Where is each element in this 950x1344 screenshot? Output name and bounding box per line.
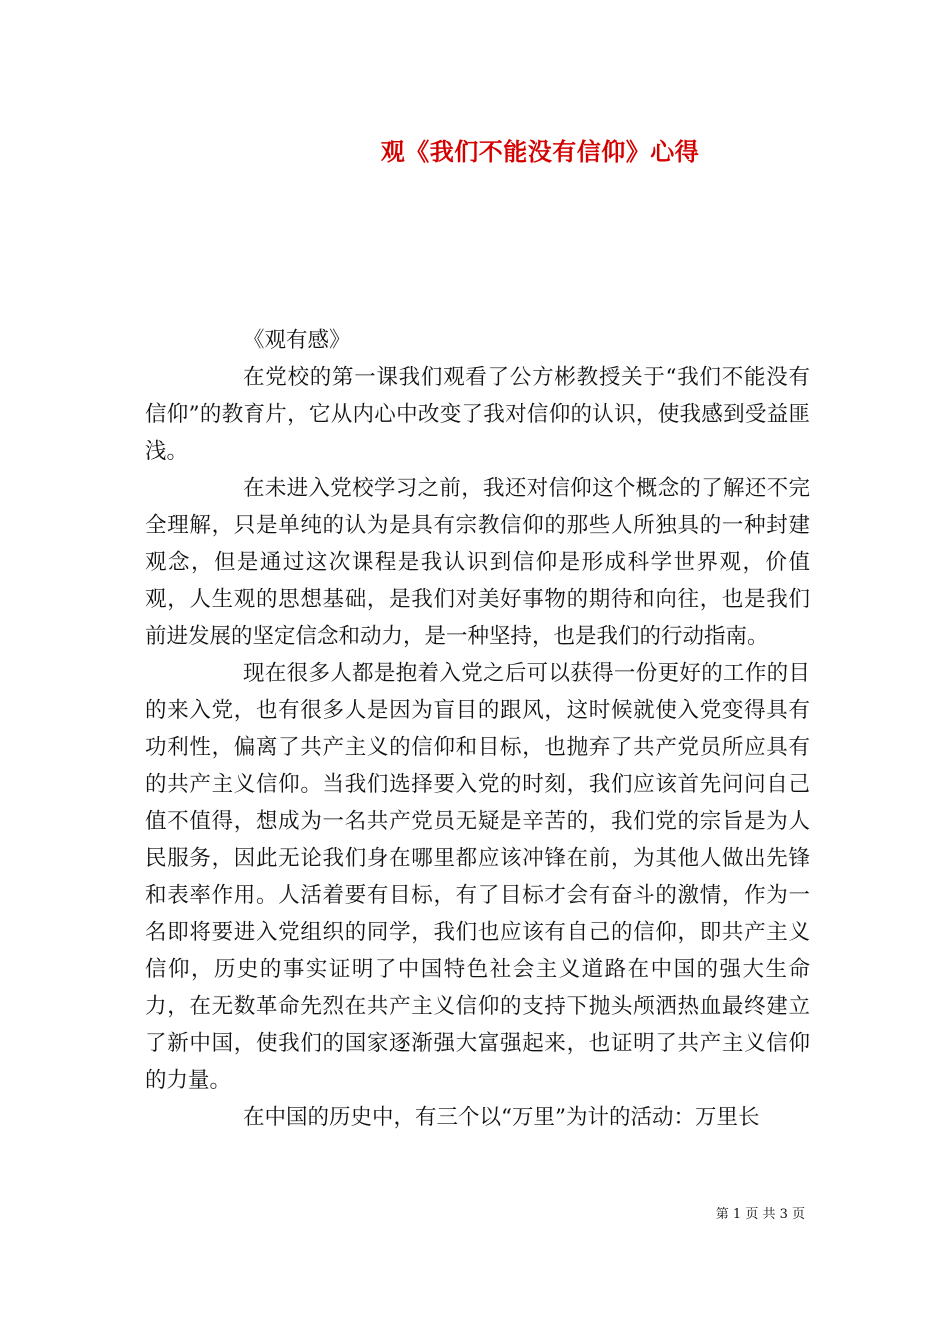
document-body bbox=[145, 322, 810, 1136]
document-title: 观《我们不能没有信仰》心得 bbox=[380, 138, 700, 166]
paragraph-4: 在中国的历史中，有三个以“万里”为计的活动：万里长 bbox=[243, 1105, 760, 1130]
page-number-footer: 第 1 页 共 3 页 bbox=[715, 1207, 805, 1222]
paragraph-3: 现在很多人都是抱着入党之后可以获得一份更好的工作的目的来入党，也有很多人是因为盲目的跟风，这时候就使入党变得具有功利性，偏离了共产主义的信仰和目标，也抛弃了共产党员所应具有的共产主义信仰。当我们选择要入党的时刻，我们应该首先问问自己值不值得，想成为一名共产党员无疑是辛苦的，我们党的宗旨是为人民服务，因此无论我们身在哪里都应该冲锋在前，为其他人做出先锋和表率作用。人活着要有目标，有了目标才会有奋斗的激情，作为一名即将要进入党组织的同学，我们也应该有自己的信仰，即共产主义信仰，历史的事实证明了中国特色社会主义道路在中国的强大生命力，在无数革命先烈在共产主义信仰的支持下抛头颅洒热血最终建立了新中国，使我们的国家逐渐强大富强起来，也证明了共产主义信仰的力量。 bbox=[145, 661, 810, 1093]
paragraph-1: 在党校的第一课我们观看了公方彬教授关于“我们不能没有信仰”的教育片，它从内心中改变了我对信仰的认识，使我感到受益匪浅。 bbox=[145, 365, 810, 464]
paragraph-2: 在未进入党校学习之前，我还对信仰这个概念的了解还不完全理解，只是单纯的认为是具有宗教信仰的那些人所独具的一种封建观念，但是通过这次课程是我认识到信仰是形成科学世界观，价值观，人生观的思想基础，是我们对美好事物的期待和向往，也是我们前进发展的坚定信念和动力，是一种坚持，也是我们的行动指南。 bbox=[145, 476, 810, 649]
subtitle: 《观有感》 bbox=[243, 328, 351, 353]
